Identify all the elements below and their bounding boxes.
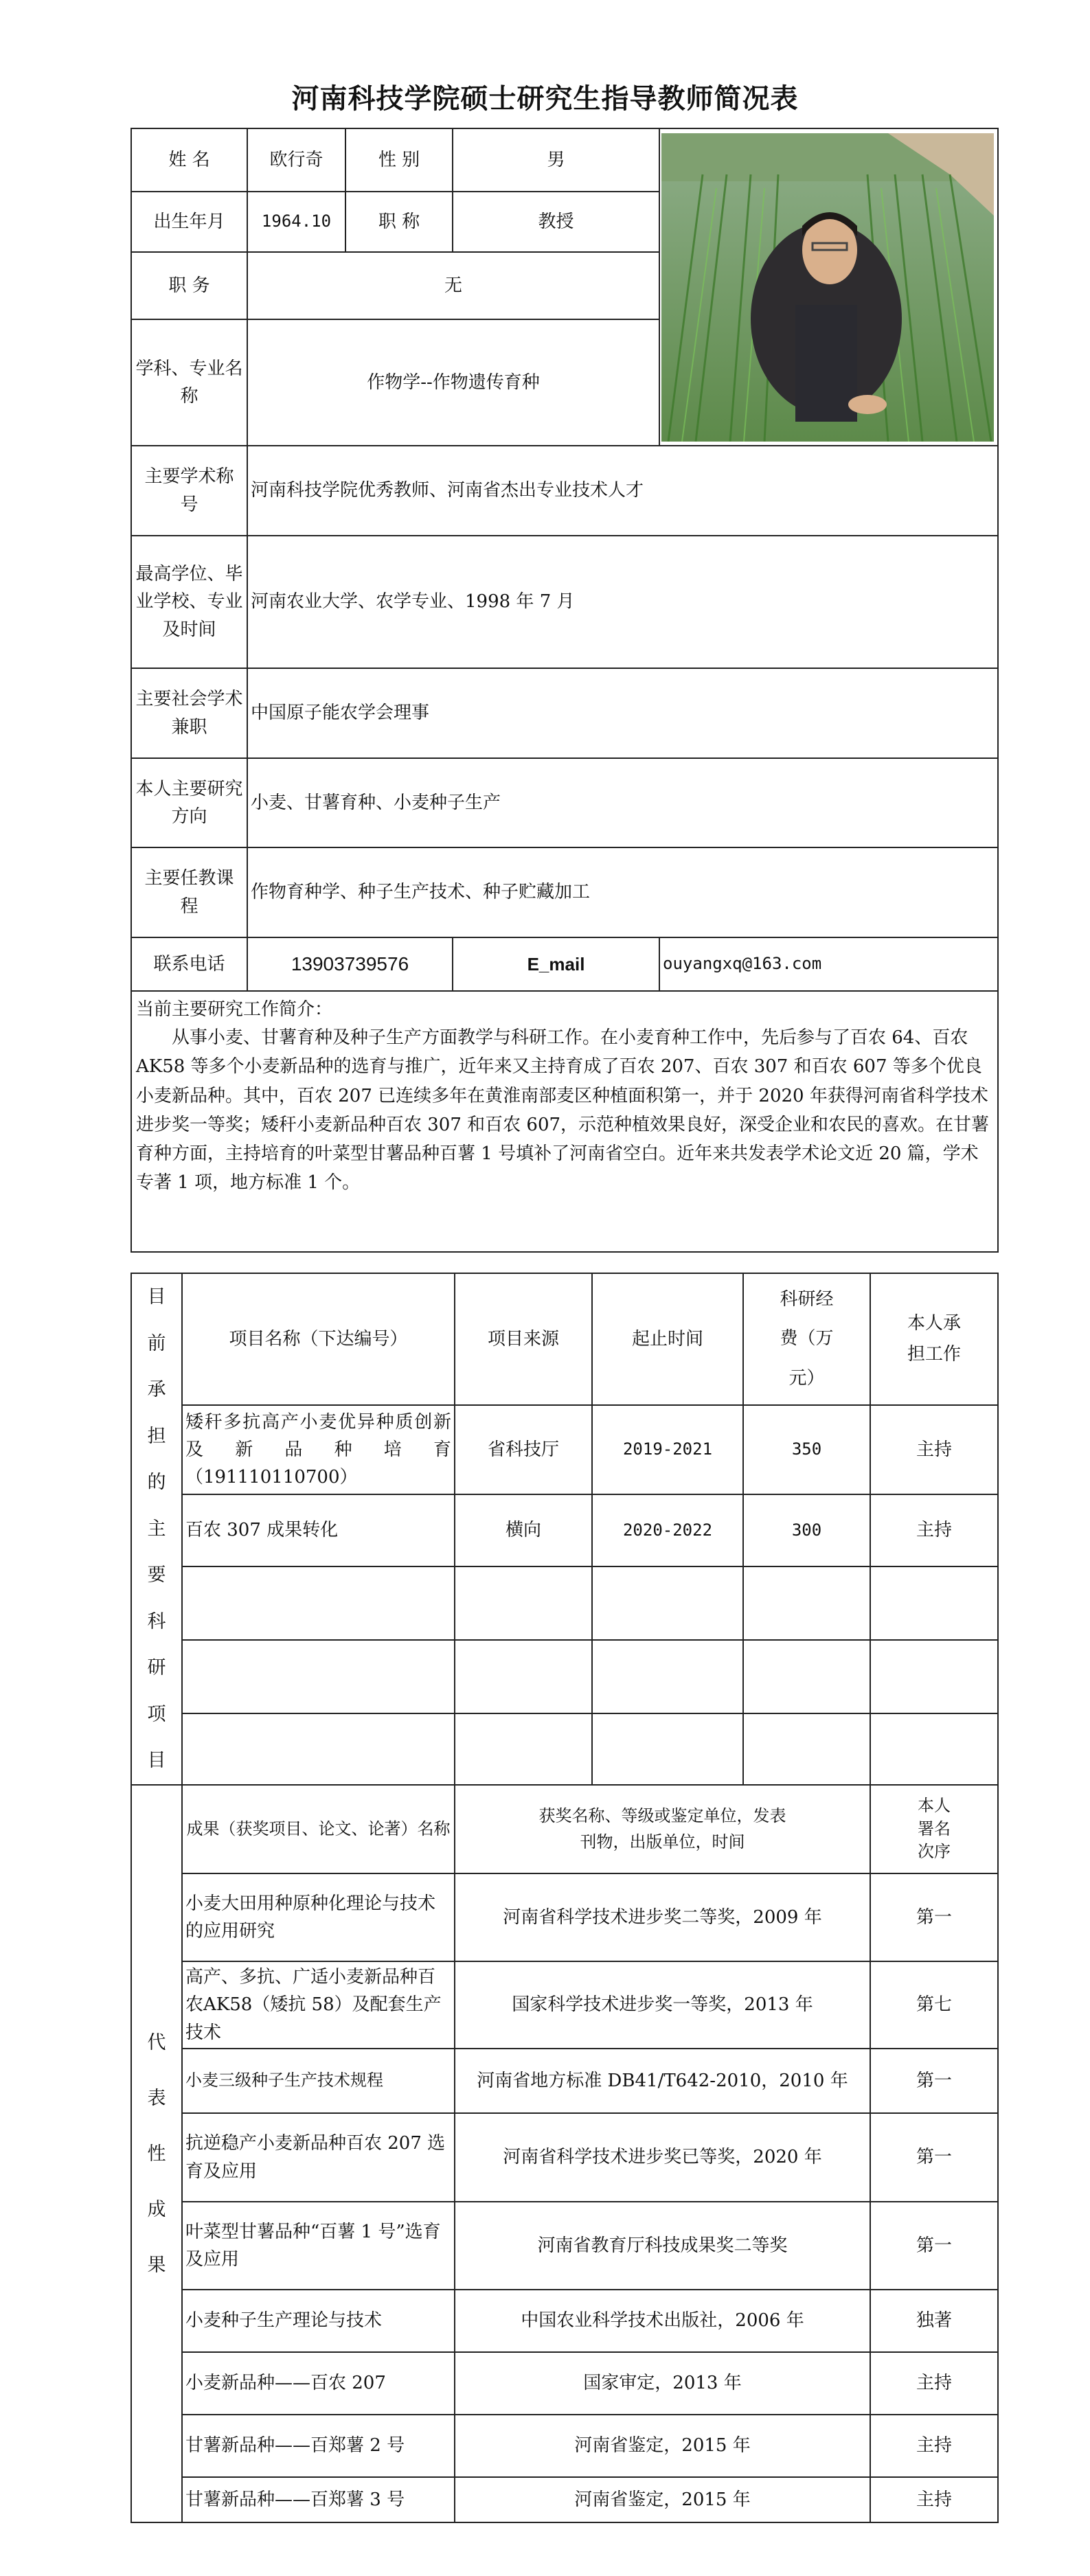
project-funding: 350 xyxy=(743,1405,870,1494)
research-label: 本人主要研究方向 xyxy=(131,758,247,847)
name-value: 欧行奇 xyxy=(247,128,345,192)
project-source xyxy=(455,1713,592,1785)
achievement-order: 主持 xyxy=(870,2352,998,2415)
projects-header-funding: 科研经费（万元） xyxy=(743,1273,870,1405)
table-row xyxy=(131,1405,998,1494)
project-period: 2020-2022 xyxy=(592,1494,743,1566)
achievement-name: 叶菜型甘薯品种“百薯 1 号”选育及应用 xyxy=(182,2202,455,2290)
intro-cell xyxy=(131,991,998,1252)
achievement-name: 小麦三级种子生产技术规程 xyxy=(182,2049,455,2113)
achievement-name: 小麦种子生产理论与技术 xyxy=(182,2290,455,2352)
projects-header-source: 项目来源 xyxy=(455,1273,592,1405)
email-label: E_mail xyxy=(453,937,659,991)
table-row xyxy=(131,1961,998,2049)
achievement-order: 第一 xyxy=(870,2113,998,2202)
table-row xyxy=(131,2290,998,2352)
intro-text: 从事小麦、甘薯育种及种子生产方面教学与科研工作。在小麦育种工作中，先后参与了百农 64、百农 AK58 等多个小麦新品种的选育与推广，近年来又主持育成了百农 207、百农 307 和百农 607 等多个优良小麦新品种。其中，百农 207 已连续多年在黄淮南部麦区种植面积第一，并于 2020 年获得河南省科学技术进步奖一等奖；矮秆小麦新品种百农 307 和百农 607，示范种植效果良好，深受企业和农民的喜欢。在甘薯育种方面，主持培育的叶菜型甘薯品种百薯 1 号填补了河南省空白。近年来共发表学术论文近 20 篇，学术专著 1 项，地方标准 1 个。 xyxy=(136,1027,990,1193)
table-row xyxy=(131,1494,998,1566)
achievement-name: 小麦大田用种原种化理论与技术的应用研究 xyxy=(182,1873,455,1961)
achievement-order: 第一 xyxy=(870,2202,998,2290)
projects-header-name: 项目名称（下达编号） xyxy=(182,1273,455,1405)
project-name: 百农 307 成果转化 xyxy=(182,1494,455,1566)
social-label: 主要社会学术兼职 xyxy=(131,668,247,758)
achievement-order: 独著 xyxy=(870,2290,998,2352)
project-name xyxy=(182,1713,455,1785)
table-row xyxy=(131,2049,998,2113)
project-source: 横向 xyxy=(455,1494,592,1566)
courses-label: 主要任教课 程 xyxy=(131,847,247,937)
achievement-order: 第一 xyxy=(870,1873,998,1961)
achievement-order: 主持 xyxy=(870,2477,998,2522)
project-name xyxy=(182,1566,455,1640)
birth-value: 1964.10 xyxy=(247,192,345,252)
honor-label: 主要学术称 号 xyxy=(131,446,247,536)
portrait-image xyxy=(661,133,994,442)
projects-table xyxy=(130,1273,999,2523)
project-role xyxy=(870,1640,998,1713)
project-source xyxy=(455,1640,592,1713)
table-row xyxy=(131,2415,998,2477)
achievement-detail: 河南省教育厅科技成果奖二等奖 xyxy=(455,2202,870,2290)
projects-header-period: 起止时间 xyxy=(592,1273,743,1405)
achievement-name: 甘薯新品种——百郑薯 2 号 xyxy=(182,2415,455,2477)
project-funding: 300 xyxy=(743,1494,870,1566)
email-value: ouyangxq@163.com xyxy=(659,937,998,991)
project-source: 省科技厅 xyxy=(455,1405,592,1494)
achievements-header-name: 成果（获奖项目、论文、论著）名称 xyxy=(182,1785,455,1873)
discipline-label: 学科、专业名称 xyxy=(131,319,247,446)
project-period: 2019-2021 xyxy=(592,1405,743,1494)
gender-value: 男 xyxy=(453,128,659,192)
page-title: 河南科技学院硕士研究生指导教师简况表 xyxy=(291,83,799,115)
honor-value: 河南科技学院优秀教师、河南省杰出专业技术人才 xyxy=(247,446,998,536)
courses-value: 作物育种学、种子生产技术、种子贮藏加工 xyxy=(247,847,998,937)
research-value: 小麦、甘薯育种、小麦种子生产 xyxy=(247,758,998,847)
table-row xyxy=(131,2477,998,2522)
achievement-name: 小麦新品种——百农 207 xyxy=(182,2352,455,2415)
duty-value: 无 xyxy=(247,252,659,319)
name-label: 姓 名 xyxy=(131,128,247,192)
projects-header-role: 本人承担工作 xyxy=(870,1273,998,1405)
project-role: 主持 xyxy=(870,1494,998,1566)
achievement-detail: 国家审定，2013 年 xyxy=(455,2352,870,2415)
table-row xyxy=(131,1566,998,1640)
phone-value: 13903739576 xyxy=(247,937,453,991)
table-row xyxy=(131,1640,998,1713)
intro-heading: 当前主要研究工作简介： xyxy=(136,999,333,1020)
social-value: 中国原子能农学会理事 xyxy=(247,668,998,758)
table-row xyxy=(131,2202,998,2290)
project-funding xyxy=(743,1640,870,1713)
rank-value: 教授 xyxy=(453,192,659,252)
phone-label: 联系电话 xyxy=(131,937,247,991)
table-row xyxy=(131,2352,998,2415)
project-name: 矮秆多抗高产小麦优异种质创新及新品种培育（191110110700） xyxy=(182,1405,455,1494)
project-role xyxy=(870,1566,998,1640)
project-source xyxy=(455,1566,592,1640)
profile-table xyxy=(130,128,999,1253)
duty-label: 职 务 xyxy=(131,252,247,319)
achievement-detail: 国家科学技术进步奖一等奖，2013 年 xyxy=(455,1961,870,2049)
table-row xyxy=(131,1713,998,1785)
achievement-order: 主持 xyxy=(870,2415,998,2477)
achievement-detail: 河南省鉴定，2015 年 xyxy=(455,2415,870,2477)
discipline-value: 作物学--作物遗传育种 xyxy=(247,319,659,446)
table-row xyxy=(131,1873,998,1961)
project-role: 主持 xyxy=(870,1405,998,1494)
degree-value: 河南农业大学、农学专业、1998 年 7 月 xyxy=(247,536,998,668)
achievement-order: 第七 xyxy=(870,1961,998,2049)
gender-label: 性 别 xyxy=(345,128,453,192)
portrait-photo xyxy=(659,128,998,446)
achievement-name: 高产、多抗、广适小麦新品种百农AK58（矮抗 58）及配套生产技术 xyxy=(182,1961,455,2049)
achievement-detail: 河南省地方标准 DB41/T642-2010，2010 年 xyxy=(455,2049,870,2113)
project-funding xyxy=(743,1713,870,1785)
project-period xyxy=(592,1566,743,1640)
achievements-header-detail: 获奖名称、等级或鉴定单位，发表刊物，出版单位，时间 xyxy=(455,1785,870,1873)
achievement-detail: 河南省科学技术进步奖二等奖，2009 年 xyxy=(455,1873,870,1961)
project-period xyxy=(592,1640,743,1713)
achievement-name: 甘薯新品种——百郑薯 3 号 xyxy=(182,2477,455,2522)
table-row xyxy=(131,2113,998,2202)
birth-label: 出生年月 xyxy=(131,192,247,252)
achievements-header-order: 本人署名次序 xyxy=(870,1785,998,1873)
project-period xyxy=(592,1713,743,1785)
projects-side-label: 目 前 承 担 的 主 要 科 研 项 目 xyxy=(131,1273,182,1785)
project-name xyxy=(182,1640,455,1713)
degree-label: 最高学位、毕业学校、专业及时间 xyxy=(131,536,247,668)
achievement-detail: 中国农业科学技术出版社，2006 年 xyxy=(455,2290,870,2352)
achievement-detail: 河南省鉴定，2015 年 xyxy=(455,2477,870,2522)
project-role xyxy=(870,1713,998,1785)
achievement-order: 第一 xyxy=(870,2049,998,2113)
achievements-side-label: 代 表 性 成 果 xyxy=(131,1785,182,2522)
project-funding xyxy=(743,1566,870,1640)
achievement-detail: 河南省科学技术进步奖已等奖，2020 年 xyxy=(455,2113,870,2202)
achievement-name: 抗逆稳产小麦新品种百农 207 选育及应用 xyxy=(182,2113,455,2202)
rank-label: 职 称 xyxy=(345,192,453,252)
